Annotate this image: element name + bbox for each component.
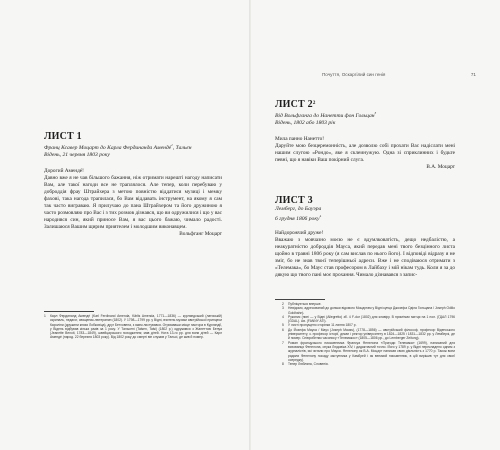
letter-2-body: Даруйте мою безцеремонність, але дозволю собі прохати Вас надіслати мені нашим слугою «Рондо», яке я склеинужую. Одна зі сприклинних і будьте певні, що я навіки Ваш покірний слуга. — [275, 143, 455, 164]
footnote-rule-left — [44, 311, 94, 312]
letter-1 — [44, 131, 222, 238]
footnote-number: 2 — [282, 302, 284, 306]
letter-2-subtitle-text: Від Вольфганга до Нанетти фон Гольцан — [275, 112, 375, 119]
footnote-text: Роман французького письменника Франсуа Фенелона «Пригоди Телемака» (1699), написаний для вихованця Фенелона, онука Людовіка XIV, і дидактичний точно. Його у 1789 р. у Відні перекладено одним з журналістів, які читали про Мауса. Фенелону як В.А. Моцарт написав свою діяльність з 1770 р. Також вони радили Фенелону посаду заступника у Камбрей і як великий письменник, в цій вирішив тут для своєї осередку). — [288, 340, 455, 362]
page-number: 71 — [470, 72, 476, 77]
footnote-item — [282, 315, 455, 324]
letter-1-subtitle — [44, 142, 222, 152]
footnote-ref-3: 3 — [374, 111, 377, 115]
letter-2-salutation: Мила панно Нанетто! — [275, 136, 325, 143]
footnote-item — [282, 362, 455, 366]
footnote-ref-2: 2 — [312, 101, 316, 106]
letter-2-subtitle — [275, 110, 455, 120]
footnote-item — [282, 306, 455, 315]
letter-3-body: Вважаю з мовчазно моєю не є вдумлковатість, дещо недбалістю, а неакуратністю доброддія Мауса, який передав мені твого безцінного листа щойно в травні 1806 року (я сам вислав по нього його). І відповіді відразу я не зміг, бо не знав твоєї теперішньої адреси. Вже і не сподіваюся отримати з «Телемака», бо Маус став професором в Лайбаху і мій нікам тудь. Коли я за до дякую що твого пані моє прохання. Чимало дізнавався з запис- — [275, 237, 455, 279]
footnote-text: У листі пропущено сторінки 11 липня 1807 р. — [288, 323, 357, 328]
letter-1-subtitle-text: Франц Ксавер Моцарт до Карла Фердинанда Амендé — [44, 144, 172, 151]
footnote-text: Рукопис (нині — у Відні (Allegretto) зб. 4 F-dur (1802) для клавіру. В примітках митця на 1 пол. (ГДАЛ 1796 (GDAL). Ав. (FANNY ATI). — [288, 314, 455, 324]
letter-2-date: Відень, 1802 або 1803 рік — [275, 120, 336, 127]
letter-1-heading: ЛИСТ 1 — [44, 131, 82, 142]
letter-2-signature: В.А. Моцарт — [426, 164, 455, 171]
book-gutter — [249, 0, 251, 450]
letter-3-date — [275, 213, 455, 223]
footnote-number: 1 — [44, 314, 46, 318]
letter-2 — [275, 99, 455, 171]
letter-1-body: Давно вже я не чав більшого бажання, ніж отримати нарешті нагоду написати Вам, але такої нагоди все не траплялося. Але тепер, коли перебуваю у доброддія фрау Штрайхера з метою повністю віддатися музиці і мемку фахові, така нагода трапилася, бо Вам віддавать інструмент, на якому я сам так часто виграваю. Я прилучаю до пана Штрайхером та його дружиною я часто розмовляю про Вас і з тих розмов дізнався, що ви одружилися і що у вас народився син, який приносе Вам, я вас цього бажаю, чимало радості. Залишаюся Вашим щирим приятелем і молодшим виконавцем. — [44, 175, 222, 231]
footnote-item — [44, 314, 222, 340]
footnote-item — [282, 341, 455, 362]
footnote-text: Карл Фердинанд Амендé (Karl Ferdinand Amenda, Kārlis Amenda, 1771—1836) — курляндський (латиській) скрипаль, педагог, священик-лютеранин (1802). У 1798—1799 рр. у Відні, вчитель музики австрійської принцеси Кароліни (дружини князя Лобковіца), друг Бетховена, з яким листувався. Отримавши місце пастора в Курляндії, у Відень відбував кілька разів за 1 року. У Тальсені (Talsen, Talsi) (1802 р.) одружився з Жанеттою Бенуа (Jeanette Benoit, 1783—1849), швейцарського походження; мав дітей. Нота 13-го рр. для вони дітей — Карл Амендé (народ. 22 березня 1803 року). Від 1802 року до смерті він служив у Тальсі, де жив й помер. — [50, 314, 222, 340]
footnote-text: До Йозефа Мауса / Мауз (Joseph Mauss), (1778—1856) — австрійський філософ, професор Віденського університету, з. професор історії, декан і ректор університету в 1824—1825 і 1831—1832 рр. у Лемберзі, де й помер. Співробітник часопису «Телемакос» (1805—1806 рр., до Lemberger Zeitung). — [288, 327, 455, 341]
footnotes-right — [282, 302, 455, 366]
footnote-number: 7 — [282, 340, 284, 345]
footnote-number: 6 — [282, 327, 284, 332]
footnote-text: Тепер Любляна, Словенія. — [288, 362, 329, 367]
letter-2-heading — [275, 99, 455, 110]
running-header — [322, 72, 482, 77]
footnote-text: Публікується вперше. — [288, 302, 322, 306]
footnote-number: 8 — [282, 362, 284, 367]
letter-3-heading: ЛИСТ 3 — [275, 195, 313, 206]
letter-3-salutation: Найдорожчий друже! — [275, 230, 324, 237]
letter-1-date: Відень, 21 червня 1803 року — [44, 152, 110, 159]
letter-2-heading-text: ЛИСТ 2 — [275, 99, 313, 110]
letter-1-salutation: Дорогий Амендé! — [44, 168, 84, 175]
letter-3-subtitle: Лемберг, до Бауэрa — [275, 206, 322, 212]
footnote-number: 5 — [282, 323, 284, 328]
footnote-rule-right — [275, 299, 325, 300]
footnote-ref-4: 4 — [319, 214, 322, 219]
footnote-item — [282, 328, 455, 341]
footnote-number: 4 — [282, 314, 284, 319]
running-title: Почуття, Оскаргілий син генія — [322, 72, 386, 77]
footnote-number: 3 — [282, 306, 284, 311]
footnote-text: Невідомо, адресований до доньки відомого Моцартам у Відні купця Джозефа Оділа Гольцана / Joseph Odilio Goldhahn). — [288, 306, 455, 315]
letter-1-signature: Вольфганг Моцарт — [179, 231, 222, 238]
letter-1-subtitle-tail: , Тальєн — [172, 144, 192, 151]
letter-3 — [275, 195, 455, 279]
footnote-ref-1: 1 — [171, 143, 173, 147]
letter-3-date-text: 6 грудня 1806 року — [275, 216, 320, 223]
footnotes-left — [44, 314, 222, 340]
